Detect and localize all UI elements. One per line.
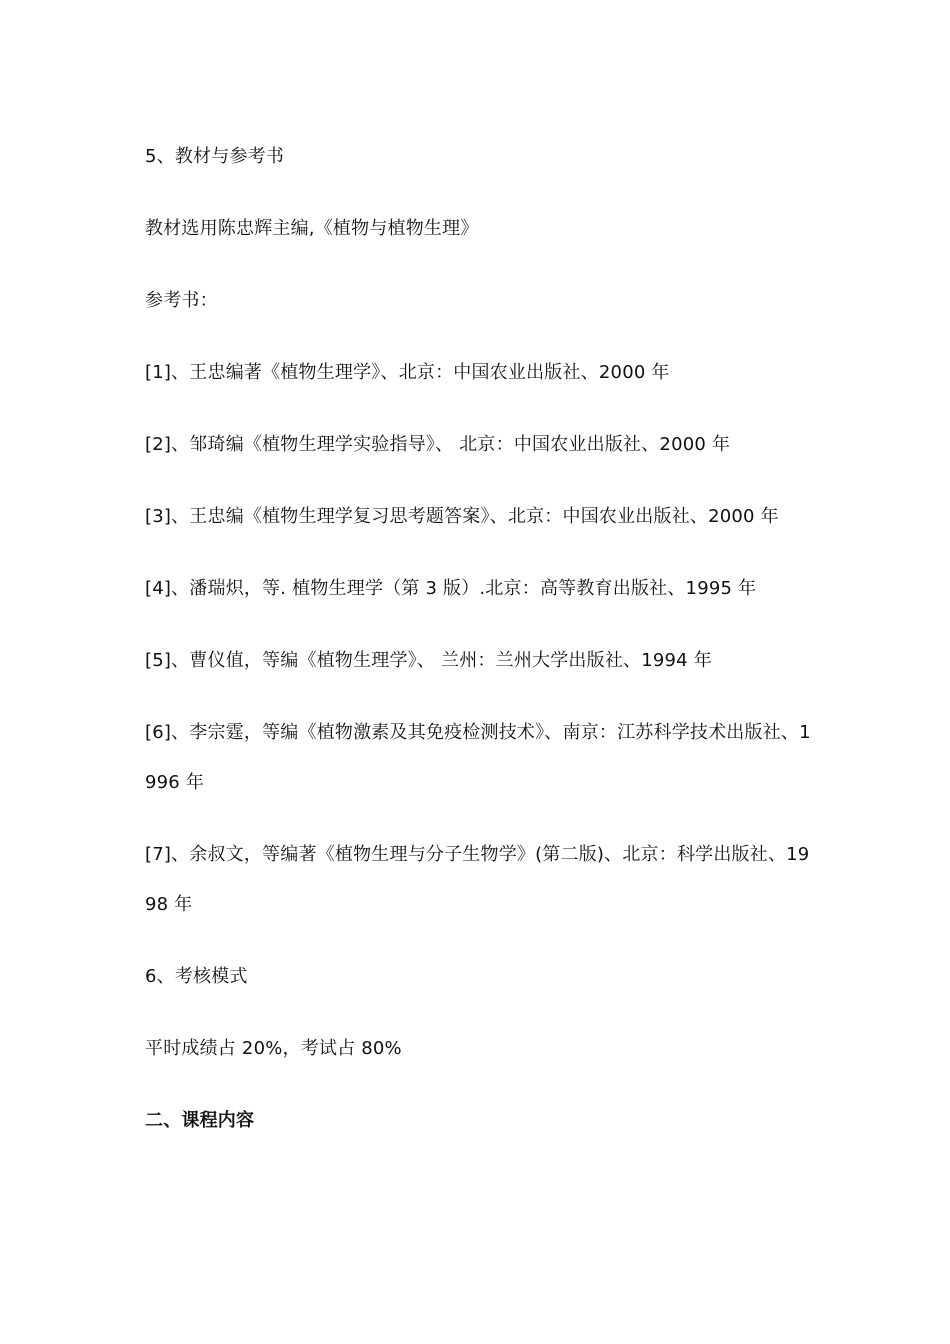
reference-item-7: [7]、余叔文，等编著《植物生理与分子生物学》(第二版)、北京：科学出版社、1998 年: [145, 844, 810, 915]
document-body: [145, 132, 815, 1168]
reference-item-3: [3]、王忠编《植物生理学复习思考题答案》、北京：中国农业出版社、2000 年: [145, 506, 779, 527]
section-6-heading: 6、考核模式: [145, 966, 248, 987]
reference-item-5: [5]、曹仪值，等编《植物生理学》、 兰州：兰州大学出版社、1994 年: [145, 650, 712, 671]
reference-item-2: [2]、邹琦编《植物生理学实验指导》、 北京：中国农业出版社、2000 年: [145, 434, 731, 455]
section-5-heading: 5、教材与参考书: [145, 146, 285, 167]
reference-item-6: [6]、李宗霆，等编《植物激素及其免疫检测技术》、南京：江苏科学技术出版社、1996 年: [145, 722, 811, 793]
references-label: 参考书：: [145, 290, 218, 311]
assessment-line: 平时成绩占 20%，考试占 80%: [145, 1038, 402, 1059]
textbook-line: 教材选用陈忠辉主编,《植物与植物生理》: [145, 218, 479, 239]
reference-item-4: [4]、潘瑞炽，等. 植物生理学（第 3 版）.北京：高等教育出版社、1995 年: [145, 578, 757, 599]
reference-item-1: [1]、王忠编著《植物生理学》、北京：中国农业出版社、2000 年: [145, 362, 670, 383]
section-two-heading: 二、课程内容: [145, 1110, 255, 1131]
